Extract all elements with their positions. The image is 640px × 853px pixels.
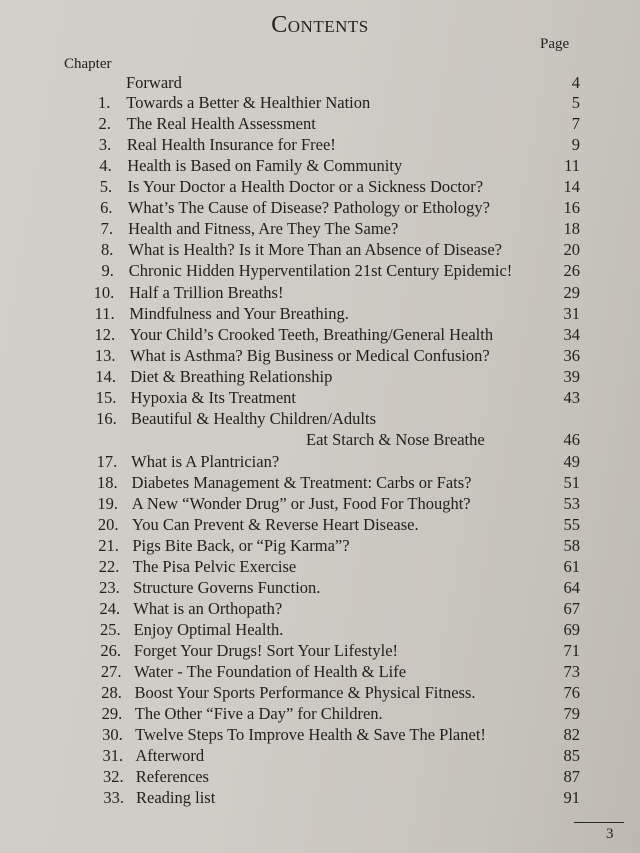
toc-entry-title: A New “Wonder Drug” or Just, Food For Thought? [131, 494, 471, 513]
toc-entry-number: 2. [98, 114, 111, 133]
toc-entry-title: Boost Your Sports Performance & Physical Fitness. [134, 683, 476, 702]
toc-entry [0, 787, 640, 809]
toc-entry-number: 11. [94, 304, 115, 323]
toc-entry-page: 20 [563, 240, 580, 259]
toc-entry-page: 69 [563, 620, 580, 639]
toc-entry-title: Hypoxia & Its Treatment [130, 388, 296, 407]
toc-entry-title: Diet & Breathing Relationship [130, 367, 333, 386]
toc-entry-number: 9. [101, 261, 114, 280]
toc-entry [0, 72, 640, 94]
toc-entry-number: 13. [94, 346, 116, 365]
toc-entry-title: What is Asthma? Big Business or Medical Confusion? [129, 346, 490, 365]
toc-entry-page: 36 [563, 346, 580, 365]
toc-entry-number: 10. [93, 283, 115, 302]
toc-entry-number: 1. [98, 93, 111, 112]
toc-entry-number: 25. [99, 620, 121, 639]
toc-entry-number: 26. [100, 641, 122, 660]
toc-entry-title: Afterword [135, 746, 205, 765]
toc-entry [0, 239, 640, 261]
page-title: Contents [271, 12, 369, 38]
toc-entry-title: Water - The Foundation of Health & Life [134, 662, 407, 681]
toc-entry-page: 11 [564, 156, 580, 175]
toc-entry [0, 724, 640, 746]
toc-entry-title: Is Your Doctor a Health Doctor or a Sickness Doctor? [127, 177, 484, 196]
toc-entry [0, 345, 640, 367]
toc-entry-page: 58 [563, 536, 580, 555]
toc-entry [0, 619, 640, 641]
toc-entry-title: Diabetes Management & Treatment: Carbs or Fats? [131, 473, 472, 492]
toc-entry-title: Real Health Insurance for Free! [126, 135, 336, 154]
toc-entry [0, 451, 640, 473]
toc-entry-title: The Pisa Pelvic Exercise [132, 557, 297, 576]
toc-entry-page: 7 [571, 114, 580, 133]
toc-entry-page: 34 [563, 325, 580, 344]
toc-entry-page: 14 [563, 177, 580, 196]
toc-entry-page: 82 [563, 725, 580, 744]
toc-entry-number: 23. [99, 578, 120, 597]
toc-entry [0, 282, 640, 304]
toc-entry [0, 640, 640, 662]
toc-entry [0, 745, 640, 767]
toc-entry-number: 6. [100, 198, 113, 217]
toc-entry-title: Beautiful & Healthy Children/Adults [130, 409, 377, 428]
toc-entry-number: 15. [95, 388, 117, 407]
chapter-column-header: Chapter [64, 56, 112, 72]
toc-entry [0, 577, 640, 599]
toc-entry [0, 324, 640, 346]
toc-entry-page: 29 [563, 283, 580, 302]
page-number: 3 [606, 826, 614, 842]
toc-entry-number: 18. [97, 473, 118, 492]
toc-entry-title: What’s The Cause of Disease? Pathology or Ethology? [127, 198, 490, 217]
toc-entry [0, 303, 640, 325]
toc-entry-number: 12. [94, 325, 116, 344]
toc-entry [0, 472, 640, 494]
toc-entry-title: Structure Governs Function. [132, 578, 321, 597]
toc-entry [0, 155, 640, 177]
toc-entry-page: 26 [563, 261, 580, 280]
toc-entry [0, 197, 640, 219]
toc-entry-page: 39 [563, 367, 580, 386]
toc-entry [0, 92, 640, 114]
toc-entry-title: Forget Your Drugs! Sort Your Lifestyle! [133, 641, 399, 660]
toc-entry [0, 661, 640, 683]
toc-entry-title: What is Health? Is it More Than an Absence of Disease? [128, 240, 502, 259]
toc-entry-page: 79 [563, 704, 580, 723]
toc-entry-page: 55 [563, 515, 580, 534]
toc-entry-page: 87 [563, 767, 580, 786]
toc-entry-number: 19. [97, 494, 119, 513]
toc-entry-page: 9 [571, 135, 580, 154]
toc-entry-number: 3. [98, 135, 112, 154]
toc-entry-title: Half a Trillion Breaths! [129, 283, 284, 302]
toc-entry-number: 14. [95, 367, 116, 386]
toc-entry-page: 85 [563, 746, 580, 765]
toc-entry-page: 91 [563, 788, 580, 807]
toc-entry-number: 28. [101, 683, 122, 702]
toc-entry-title: Reading list [136, 788, 216, 807]
toc-entry-number: 32. [102, 767, 124, 786]
toc-entry-title: You Can Prevent & Reverse Heart Disease. [132, 515, 419, 534]
toc-entry-page: 71 [563, 641, 580, 660]
toc-entry-number: 30. [102, 725, 123, 744]
toc-entry-number: 16. [96, 409, 117, 428]
footer-rule [574, 822, 624, 823]
toc-entry-title: Chronic Hidden Hyperventilation 21st Century Epidemic! [128, 261, 513, 280]
toc-entry-number: 8. [101, 240, 114, 259]
toc-entry-title: Health and Fitness, Are They The Same? [128, 219, 399, 238]
toc-entry [0, 514, 640, 536]
toc-entry-title: Your Child’s Crooked Teeth, Breathing/General Health [129, 325, 494, 344]
toc-entry-title: What is an Orthopath? [133, 599, 283, 618]
toc-entry-title: The Other “Five a Day” for Children. [134, 704, 383, 723]
toc-entry [0, 218, 640, 240]
toc-entry-page: 46 [563, 430, 580, 449]
toc-entry [0, 176, 640, 198]
toc-entry [0, 535, 640, 557]
toc-entry [0, 408, 640, 449]
toc-entry-page: 18 [563, 219, 580, 238]
toc-entry [0, 134, 640, 156]
toc-entry [0, 366, 640, 388]
toc-entry-number: 17. [96, 452, 118, 471]
toc-entry-page: 67 [563, 599, 580, 618]
toc-entry-number: 5. [99, 177, 113, 196]
toc-entry-title: Mindfulness and Your Breathing. [129, 304, 349, 323]
toc-entry-page: 49 [563, 452, 580, 471]
toc-entry-number: 21. [98, 536, 119, 555]
toc-entry [0, 260, 640, 282]
toc-entry-title: What is A Plantrician? [131, 452, 280, 471]
toc-entry-title-continuation: Eat Starch & Nose Breathe [306, 430, 485, 449]
toc-entry-page: 31 [563, 304, 580, 323]
toc-entry-page: 73 [563, 662, 580, 681]
toc-entry-title: Twelve Steps To Improve Health & Save The Planet! [135, 725, 486, 744]
toc-entry-title: Forward [126, 73, 182, 92]
toc-entry [0, 766, 640, 788]
toc-entry-number: 24. [99, 599, 121, 618]
toc-entry-number: 22. [98, 557, 120, 576]
toc-entry-number: 20. [97, 515, 119, 534]
toc-entry-title: Towards a Better & Healthier Nation [126, 93, 371, 112]
toc-entry-page: 51 [563, 473, 580, 492]
toc-entry [0, 493, 640, 515]
toc-entry-title: Enjoy Optimal Health. [133, 620, 284, 639]
toc-entry-number: 7. [100, 219, 113, 238]
toc-entry-page: 4 [571, 73, 580, 92]
toc-entry-number: 27. [100, 662, 122, 681]
toc-entry [0, 387, 640, 409]
toc-entry-page: 76 [563, 683, 580, 702]
toc-entry-number: 31. [102, 746, 124, 765]
toc-entry-number: 29. [101, 704, 123, 723]
toc-entry-number: 33. [103, 788, 124, 807]
toc-entry-page: 5 [571, 93, 580, 112]
toc-entry-title: Pigs Bite Back, or “Pig Karma”? [132, 536, 350, 555]
toc-entry-title: Health is Based on Family & Community [127, 156, 403, 175]
toc-entry-page: 16 [563, 198, 580, 217]
toc-entry [0, 598, 640, 620]
toc-entry-title: The Real Health Assessment [126, 114, 316, 133]
toc-entry-page: 43 [563, 388, 580, 407]
toc-entry [0, 556, 640, 578]
toc-entry-number: 4. [99, 156, 112, 175]
toc-entry [0, 703, 640, 725]
toc-entry [0, 682, 640, 704]
toc-entry-page: 64 [563, 578, 580, 597]
page-column-header: Page [540, 36, 570, 52]
toc-entry-title: References [135, 767, 209, 786]
toc-entry [0, 113, 640, 135]
toc-entry-page: 61 [563, 557, 580, 576]
toc-entry-page: 53 [563, 494, 580, 513]
